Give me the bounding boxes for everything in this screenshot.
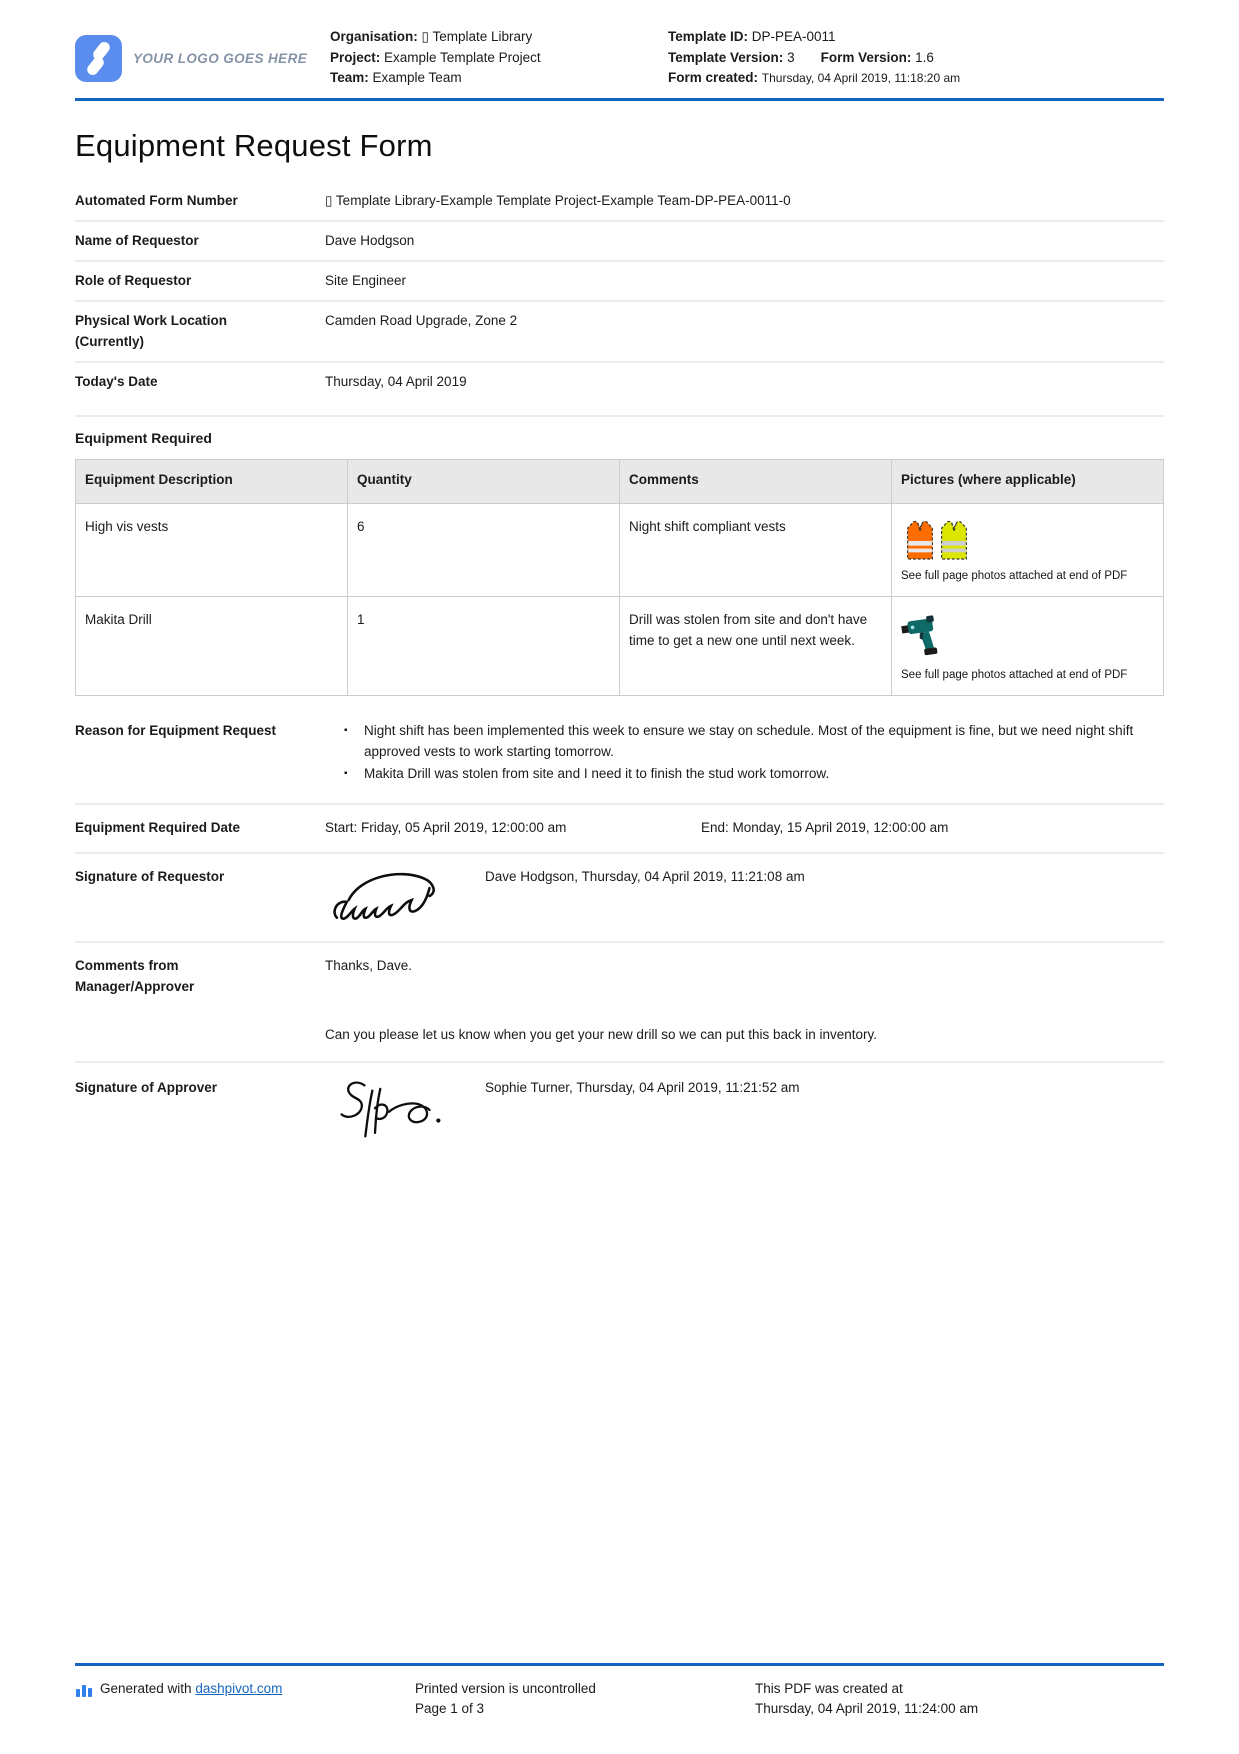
- team-value: Example Team: [372, 70, 462, 85]
- picture-note: See full page photos attached at end of PDF: [901, 668, 1128, 681]
- field-role-of-requestor: [75, 260, 1164, 300]
- approver-signed-by: Sophie Turner, Thursday, 04 April 2019, 11:21:52 am: [485, 1079, 800, 1095]
- equipment-required-heading: Equipment Required: [75, 415, 1164, 446]
- organisation-line: [330, 27, 668, 48]
- field-automated-form-number: [75, 182, 1164, 220]
- form-version-value: 1.6: [915, 49, 934, 65]
- start-date-value: Start: Friday, 05 April 2019, 12:00:00 am: [325, 819, 567, 835]
- cell-comments: Drill was stolen from site and don't have time to get a new one until next week.: [620, 596, 892, 695]
- team-label: Team:: [330, 70, 369, 85]
- footer-divider: [75, 1663, 1164, 1666]
- template-id-label: Template ID:: [668, 29, 749, 44]
- template-id-line: [668, 27, 1164, 48]
- field-todays-date: [75, 361, 1164, 401]
- print-info-block: [415, 1679, 596, 1719]
- dashpivot-link[interactable]: dashpivot.com: [195, 1681, 283, 1696]
- equipment-table-header-row: [76, 459, 1164, 503]
- table-row: [76, 503, 1164, 596]
- form-version-label: Form Version:: [820, 49, 912, 65]
- cell-description: High vis vests: [76, 503, 348, 596]
- field-signature-of-requestor: [75, 852, 1164, 941]
- field-comments-from-manager: [75, 941, 1164, 1061]
- form-fields: [75, 182, 1164, 401]
- generated-with-text: Generated with: [100, 1681, 192, 1696]
- field-value: Site Engineer: [325, 272, 407, 288]
- field-label: Reason for Equipment Request: [75, 722, 277, 738]
- cell-comments: Night shift compliant vests: [620, 503, 892, 596]
- field-value: Thursday, 04 April 2019: [325, 373, 467, 389]
- form-created-label: Form created:: [668, 70, 759, 85]
- header-org-column: [330, 27, 668, 89]
- project-line: [330, 48, 668, 69]
- generated-with-block: [75, 1679, 282, 1699]
- field-equipment-required-date: [75, 803, 1164, 852]
- picture-thumbnails: [901, 611, 1153, 661]
- picture-note: See full page photos attached at end of PDF: [901, 569, 1128, 582]
- field-physical-work-location: [75, 300, 1164, 361]
- cell-pictures: [892, 503, 1164, 596]
- printed-version-note: Printed version is uncontrolled: [415, 1681, 596, 1696]
- page-title: Equipment Request Form: [75, 127, 433, 163]
- template-version-value: 3: [787, 49, 795, 65]
- approver-signature-image: [331, 1077, 463, 1143]
- field-label: Role of Requestor: [75, 272, 192, 288]
- requestor-signed-by: Dave Hodgson, Thursday, 04 April 2019, 11:21:08 am: [485, 868, 805, 884]
- orange-hi-vis-vest-image: [901, 518, 939, 562]
- cell-quantity: 1: [348, 596, 620, 695]
- form-header: [75, 27, 1164, 89]
- logo-icon: [75, 35, 122, 82]
- col-equipment-description: Equipment Description: [76, 459, 348, 503]
- company-logo: [75, 27, 330, 89]
- template-version-label: Template Version:: [668, 49, 784, 65]
- organisation-label: Organisation:: [330, 29, 418, 44]
- reason-bullet: ▪ Night shift has been implemented this week to ensure we stay on schedule. Most of the equipment is fine, but we need night shift approved vests to work starting tomorrow.: [364, 720, 1164, 762]
- equipment-table: [75, 459, 1164, 696]
- field-label: Comments from Manager/Approver: [75, 957, 195, 994]
- reason-bullet: ▪ Makita Drill was stolen from site and I need it to finish the stud work tomorrow.: [364, 763, 1164, 784]
- cordless-drill-image: [901, 611, 947, 661]
- field-label: Signature of Requestor: [75, 868, 225, 884]
- manager-comment-line-2: Can you please let us know when you get your new drill so we can put this back in inventory.: [325, 1026, 878, 1042]
- field-label: Automated Form Number: [75, 192, 238, 208]
- template-id-value: DP-PEA-0011: [751, 29, 836, 44]
- table-row: [76, 596, 1164, 695]
- col-comments: Comments: [620, 459, 892, 503]
- field-label: Name of Requestor: [75, 232, 199, 248]
- page-number: Page 1 of 3: [415, 1701, 485, 1716]
- col-quantity: Quantity: [348, 459, 620, 503]
- form-created-line: [668, 68, 1164, 89]
- pdf-created-label: This PDF was created at: [755, 1681, 903, 1696]
- manager-comment-line-1: Thanks, Dave.: [325, 957, 413, 973]
- field-label: Today's Date: [75, 373, 158, 389]
- field-label: Physical Work Location (Currently): [75, 312, 228, 349]
- organisation-value: ▯ Template Library: [421, 29, 533, 44]
- version-line: [668, 48, 1164, 69]
- form-created-value: Thursday, 04 April 2019, 11:18:20 am: [761, 71, 961, 85]
- end-date-value: End: Monday, 15 April 2019, 12:00:00 am: [701, 819, 949, 835]
- cell-description: Makita Drill: [76, 596, 348, 695]
- cell-quantity: 6: [348, 503, 620, 596]
- field-reason-for-request: [75, 706, 1164, 803]
- col-pictures: Pictures (where applicable): [892, 459, 1164, 503]
- page-footer: [75, 1663, 1164, 1716]
- header-divider: [75, 98, 1164, 101]
- team-line: [330, 68, 668, 89]
- field-label: Equipment Required Date: [75, 819, 241, 835]
- pdf-created-timestamp: Thursday, 04 April 2019, 11:24:00 am: [755, 1701, 979, 1716]
- field-signature-of-approver: [75, 1061, 1164, 1158]
- reason-bullet-list: [325, 720, 1164, 784]
- dashpivot-bars-icon: [75, 1680, 93, 1698]
- picture-thumbnails: [901, 518, 1153, 562]
- logo-placeholder-text: YOUR LOGO GOES HERE: [133, 51, 308, 67]
- field-name-of-requestor: [75, 220, 1164, 260]
- field-value: Dave Hodgson: [325, 232, 415, 248]
- created-at-block: [755, 1679, 1007, 1719]
- cell-pictures: [892, 596, 1164, 695]
- field-value: ▯ Template Library-Example Template Project-Example Team-DP-PEA-0011-0: [325, 192, 791, 208]
- yellow-hi-vis-vest-image: [935, 518, 973, 562]
- field-label: Signature of Approver: [75, 1079, 218, 1095]
- field-value: Camden Road Upgrade, Zone 2: [325, 312, 518, 328]
- requestor-signature-image: [331, 866, 459, 926]
- project-label: Project:: [330, 49, 381, 65]
- header-template-column: [668, 27, 1164, 89]
- project-value: Example Template Project: [384, 49, 541, 65]
